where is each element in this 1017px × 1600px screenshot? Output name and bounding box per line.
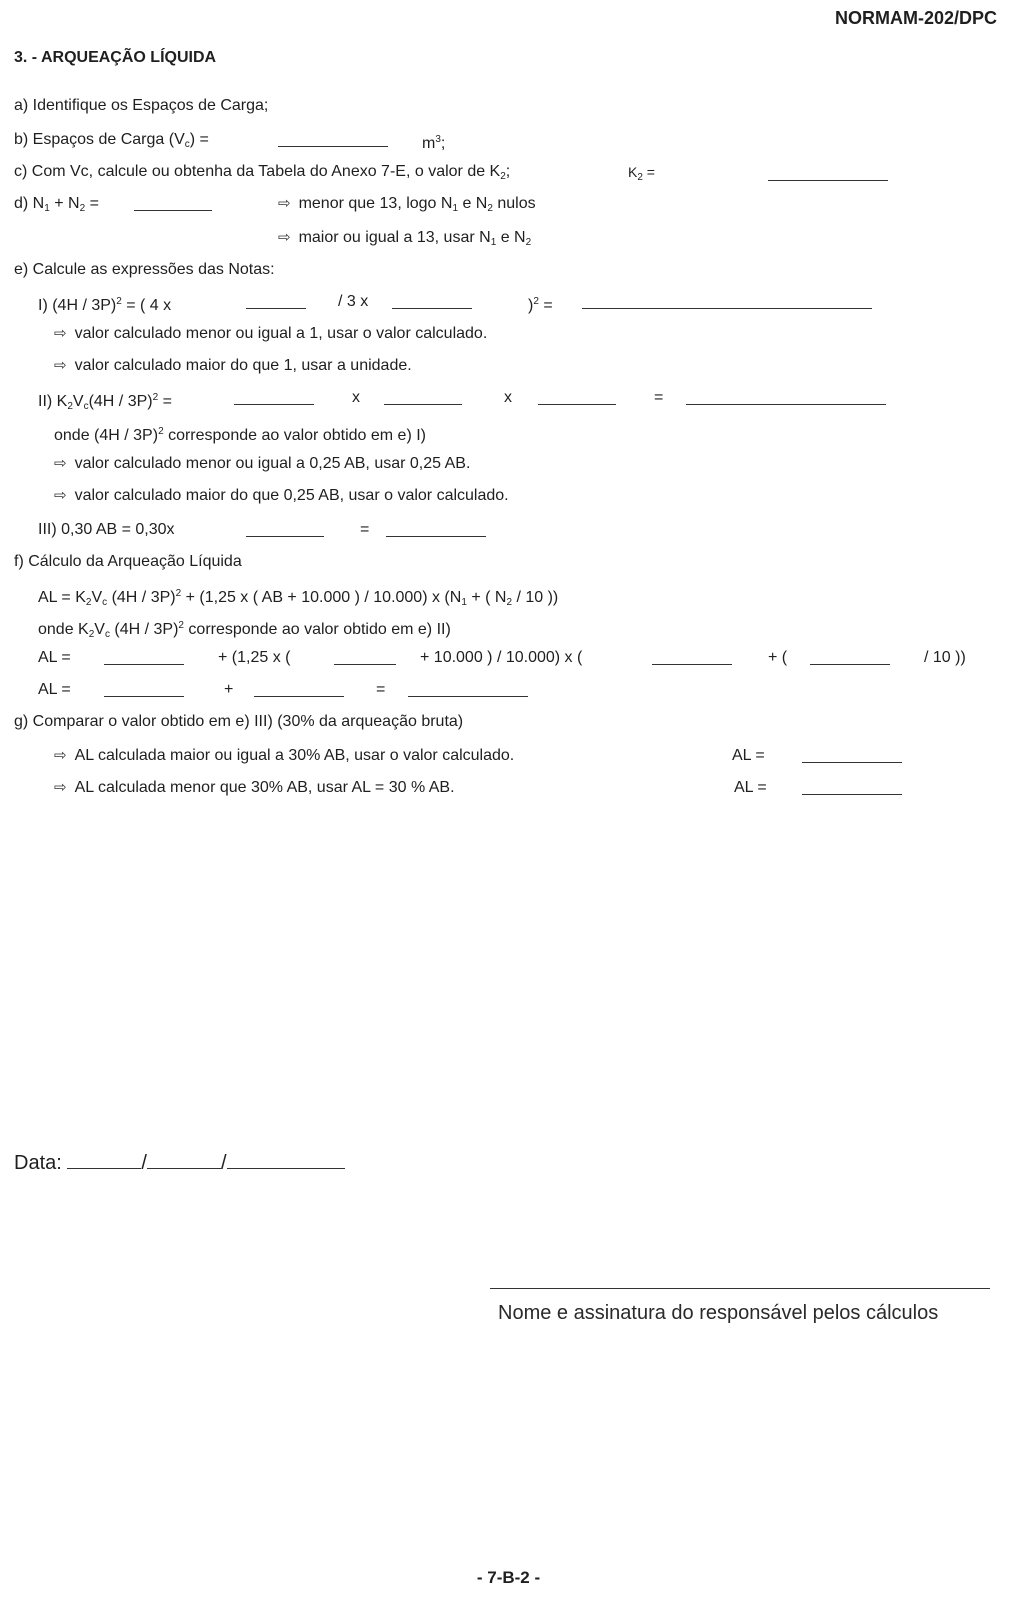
d-option-text: maior ou igual a 13, usar N (298, 229, 491, 246)
page-number: - 7-B-2 - (476, 1568, 541, 1587)
item-b-equals: ) = (189, 131, 209, 148)
outline-right-arrow-icon: ⇨ (54, 357, 67, 374)
al-total-field[interactable] (408, 682, 528, 697)
e-ii-text: V (72, 393, 84, 410)
vc-input-field[interactable] (384, 390, 462, 405)
cargo-volume-field[interactable] (278, 132, 388, 147)
superscript: 2 (152, 392, 159, 403)
al-formula (38, 584, 558, 613)
k2-field[interactable] (768, 166, 888, 181)
e-i-option-1 (54, 324, 487, 344)
e-ii-text: II) K (38, 393, 68, 410)
times-sign: x (352, 389, 360, 406)
item-g: g) Comparar o valor obtido em e) III) (30% da arqueação bruta) (14, 713, 464, 730)
item-d (14, 194, 99, 219)
d-option-ge-13 (278, 228, 531, 253)
e-i-text: = (538, 297, 553, 314)
subscript: 1 (461, 597, 467, 608)
e-i-text: I) (4H / 3P) (38, 297, 117, 314)
e-i-option-text: valor calculado menor ou igual a 1, usar o valor calculado. (74, 325, 488, 342)
e-i-text: ) (528, 297, 534, 314)
date-year-field[interactable] (227, 1150, 345, 1169)
item-e-iii: III) 0,30 AB = 0,30x (38, 521, 175, 538)
al-line-1-text: + ( (768, 649, 788, 666)
unit-end: ; (440, 135, 446, 152)
subscript: c (102, 597, 108, 608)
subscript: 2 (88, 629, 95, 640)
outline-right-arrow-icon: ⇨ (54, 487, 67, 504)
subscript: 1 (490, 237, 497, 248)
item-b (14, 130, 209, 155)
g-option-2 (54, 778, 455, 798)
item-f: f) Cálculo da Arqueação Líquida (14, 553, 242, 570)
e-ii-result-field[interactable] (686, 390, 886, 405)
outline-right-arrow-icon: ⇨ (54, 747, 67, 764)
equals-sign: = (654, 389, 664, 406)
e-i-option-2 (54, 356, 412, 376)
e-i-close (528, 292, 553, 316)
date-day-field[interactable] (67, 1150, 141, 1169)
item-e-ii (38, 388, 172, 417)
outline-right-arrow-icon: ⇨ (54, 325, 67, 342)
section-title: 3. - ARQUEAÇÃO LÍQUIDA (14, 49, 217, 66)
e-ii-note-text: onde (4H / 3P) (54, 427, 159, 444)
subscript: 1 (44, 203, 50, 214)
note-text: (4H / 3P) (109, 621, 179, 638)
e-iii-result-field[interactable] (386, 522, 486, 537)
e-ii-option-2 (54, 486, 509, 506)
note-text: onde K (38, 621, 89, 638)
al-final-field-1[interactable] (802, 748, 902, 763)
subscript: 2 (85, 597, 92, 608)
ratio-input-field[interactable] (538, 390, 616, 405)
ab-value-field[interactable] (334, 650, 396, 665)
al-final-field-2[interactable] (802, 780, 902, 795)
plus-sign: + (224, 681, 234, 698)
formula-text: AL = K (38, 589, 86, 606)
subscript: c (104, 629, 110, 640)
equals-sign: = (376, 681, 386, 698)
subscript: 2 (525, 237, 532, 248)
formula-text: + (1,25 x ( AB + 10.000 ) / 10.000) x (N (181, 589, 462, 606)
e-ii-text: = (158, 393, 172, 410)
g-al-label: AL = (734, 779, 767, 796)
subscript: 2 (487, 203, 493, 214)
e-i-div: / 3 x (338, 293, 369, 310)
unit-m3 (422, 130, 445, 154)
e-ii-option-text: valor calculado maior do que 0,25 AB, usar o valor calculado. (74, 487, 509, 504)
date-separator: / (220, 1152, 227, 1174)
al-line-1-label: AL = (38, 649, 71, 666)
k2-equals: = (642, 164, 655, 180)
subscript: c (184, 139, 190, 150)
e-i-text: = ( 4 x (121, 297, 172, 314)
p-value-field[interactable] (392, 294, 472, 309)
al-line-1-text: / 10 )) (924, 649, 966, 666)
item-d-equals: = (85, 195, 99, 212)
date-label: Data: (14, 1152, 62, 1174)
subscript: 2 (500, 171, 506, 182)
outline-right-arrow-icon: ⇨ (278, 229, 291, 246)
al-line-2-label: AL = (38, 681, 71, 698)
unit-label: m (422, 135, 436, 152)
k2-input-field[interactable] (234, 390, 314, 405)
formula-text: V (91, 589, 103, 606)
al-line-1-text: + (1,25 x ( (218, 649, 291, 666)
superscript: 3 (435, 134, 441, 145)
g-al-label: AL = (732, 747, 765, 764)
e-i-result-field[interactable] (582, 294, 872, 309)
formula-text: + ( N (466, 589, 507, 606)
signature-line[interactable] (490, 1288, 990, 1289)
equals-sign: = (360, 521, 370, 538)
item-c-text: c) Com Vc, calcule ou obtenha da Tabela do Anexo 7-E, o valor de K (14, 163, 501, 180)
n1-value-field[interactable] (652, 650, 732, 665)
g-option-text: AL calculada menor que 30% AB, usar AL = 30 % AB. (74, 779, 455, 796)
document-id: NORMAM-202/DPC (834, 8, 997, 28)
e-ii-option-text: valor calculado menor ou igual a 0,25 AB, usar 0,25 AB. (74, 455, 471, 472)
item-d-n1: d) N (14, 195, 45, 212)
n1-n2-field[interactable] (134, 196, 212, 211)
h-value-field[interactable] (246, 294, 306, 309)
k2-label (628, 162, 655, 188)
k2vc-value-field[interactable] (104, 650, 184, 665)
note-text: corresponde ao valor obtido em e) II) (183, 621, 451, 638)
subscript: c (83, 401, 89, 412)
e-ii-note (54, 422, 426, 446)
outline-right-arrow-icon: ⇨ (54, 779, 67, 796)
formula-text: / 10 )) (512, 589, 559, 606)
k2-k: K (628, 164, 638, 180)
subscript: 2 (506, 597, 512, 608)
e-ii-note-text: corresponde ao valor obtido em e) I) (163, 427, 426, 444)
g-option-text: AL calculada maior ou igual a 30% AB, usar o valor calculado. (74, 747, 515, 764)
item-d-n2: + N (49, 195, 80, 212)
subscript: 2 (67, 401, 73, 412)
al-line-1-text: + 10.000 ) / 10.000) x ( (420, 649, 583, 666)
al-term-1-field[interactable] (104, 682, 184, 697)
superscript: 2 (116, 296, 122, 307)
signature-caption: Nome e assinatura do responsável pelos cálculos (498, 1302, 939, 1324)
superscript: 2 (178, 620, 184, 631)
al-term-2-field[interactable] (254, 682, 344, 697)
note-text: V (94, 621, 105, 638)
formula-text: (4H / 3P) (107, 589, 176, 606)
e-ii-option-1 (54, 454, 470, 474)
outline-right-arrow-icon: ⇨ (278, 195, 291, 212)
d-option-less-13 (278, 194, 536, 219)
d-option-text: e N (458, 195, 488, 212)
g-option-1 (54, 746, 514, 766)
item-a: a) Identifique os Espaços de Carga; (14, 97, 269, 114)
superscript: 2 (175, 588, 182, 599)
outline-right-arrow-icon: ⇨ (54, 455, 67, 472)
times-sign: x (504, 389, 512, 406)
d-option-text: nulos (492, 195, 536, 212)
date-separator: / (141, 1152, 147, 1174)
al-formula-note (38, 616, 451, 645)
item-c (14, 162, 510, 187)
superscript: 2 (158, 426, 164, 437)
item-c-end: ; (505, 163, 511, 180)
e-ii-text: (4H / 3P) (88, 393, 153, 410)
n2-value-field[interactable] (810, 650, 890, 665)
date-month-field[interactable] (147, 1150, 221, 1169)
item-e-i (38, 292, 171, 316)
subscript: 2 (637, 172, 643, 183)
subscript: 2 (79, 203, 86, 214)
item-e: e) Calcule as expressões das Notas: (14, 261, 275, 278)
subscript: 1 (452, 203, 459, 214)
ab-input-field[interactable] (246, 522, 324, 537)
superscript: 2 (533, 296, 539, 307)
d-option-text: e N (496, 229, 526, 246)
item-b-label: b) Espaços de Carga (V (14, 131, 185, 148)
d-option-text: menor que 13, logo N (298, 195, 453, 212)
e-i-option-text: valor calculado maior do que 1, usar a unidade. (74, 357, 412, 374)
date-line (14, 1150, 345, 1176)
